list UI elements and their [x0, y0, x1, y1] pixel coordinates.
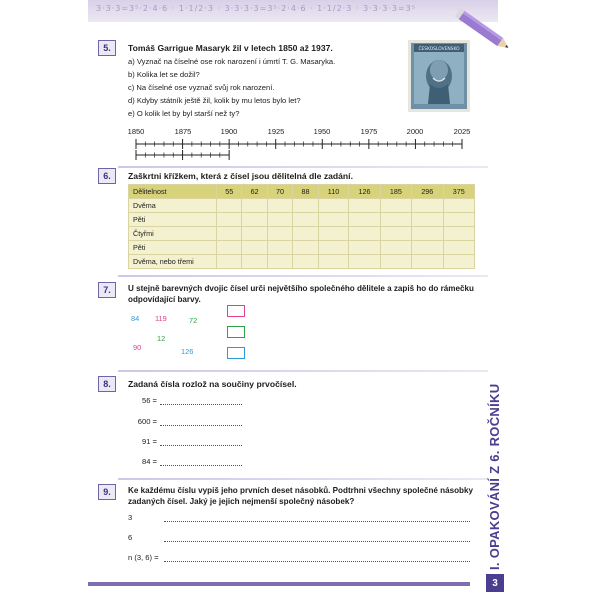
number-line-labels: [0, 127, 600, 137]
check-cell[interactable]: [380, 213, 411, 227]
factor-label: 600 =: [137, 417, 157, 426]
task-title: Tomáš Garrigue Masaryk žil v letech 1850 až 1937.: [128, 43, 333, 53]
check-cell[interactable]: [217, 227, 242, 241]
answer-line[interactable]: [160, 445, 242, 446]
table-column-header: 185: [380, 185, 411, 199]
number-line-label: 1900: [220, 127, 238, 136]
gcd-number: 119: [155, 314, 167, 323]
check-cell[interactable]: [267, 213, 292, 227]
task-8: [98, 376, 478, 392]
number-line-label: 1850: [127, 127, 145, 136]
task-number: 7.: [98, 282, 116, 298]
check-cell[interactable]: [412, 213, 443, 227]
check-cell[interactable]: [443, 227, 474, 241]
number-line-label: 1875: [174, 127, 192, 136]
answer-line[interactable]: [164, 541, 470, 542]
table-header-label: Dělitelnost: [129, 185, 217, 199]
table-column-header: 110: [318, 185, 349, 199]
table-column-header: 296: [412, 185, 443, 199]
task-title: Zaškrtni křížkem, která z čísel jsou dělitelná dle zadání.: [128, 171, 353, 181]
answer-box-pink[interactable]: [227, 305, 245, 317]
row-label: Čtyřmi: [129, 227, 217, 241]
check-cell[interactable]: [318, 255, 349, 269]
table-column-header: 88: [293, 185, 318, 199]
table-header-row: [129, 185, 475, 199]
check-cell[interactable]: [293, 199, 318, 213]
task-line: c) Na číselné ose vyznač svůj rok narození.: [128, 83, 275, 92]
multiple-label: n (3, 6) =: [128, 553, 159, 562]
check-cell[interactable]: [242, 199, 267, 213]
row-label: Pěti: [129, 241, 217, 255]
check-cell[interactable]: [443, 255, 474, 269]
page-number: 3: [486, 574, 504, 592]
answer-box-blue[interactable]: [227, 347, 245, 359]
answer-line[interactable]: [164, 561, 470, 562]
divisibility-table: [128, 184, 475, 269]
check-cell[interactable]: [380, 227, 411, 241]
factor-label: 91 =: [142, 437, 157, 446]
number-line: [0, 138, 600, 162]
task-7: [98, 282, 478, 308]
check-cell[interactable]: [242, 213, 267, 227]
section-divider: [118, 370, 488, 372]
check-cell[interactable]: [443, 213, 474, 227]
check-cell[interactable]: [293, 255, 318, 269]
task-6: [98, 168, 478, 184]
factor-label: 84 =: [142, 457, 157, 466]
factor-label: 56 =: [142, 396, 157, 405]
table-column-header: 375: [443, 185, 474, 199]
check-cell[interactable]: [293, 227, 318, 241]
table-column-header: 70: [267, 185, 292, 199]
check-cell[interactable]: [380, 255, 411, 269]
answer-line[interactable]: [160, 404, 242, 405]
number-line-label: 1975: [360, 127, 378, 136]
task-line: e) O kolik let by byl starší než ty?: [128, 109, 240, 118]
task-title: Zadaná čísla rozlož na součiny prvočísel.: [128, 379, 297, 389]
table-row: [129, 241, 475, 255]
task-title: U stejně barevných dvojic čísel urči největšího společného dělitele a zapiš ho do rámečku: [128, 284, 474, 293]
check-cell[interactable]: [267, 227, 292, 241]
gcd-number: 90: [133, 343, 142, 352]
task-line: a) Vyznač na číselné ose rok narození i úmrtí T. G. Masaryka.: [128, 57, 336, 66]
check-cell[interactable]: [318, 241, 349, 255]
task-number: 8.: [98, 376, 116, 392]
check-cell[interactable]: [349, 241, 380, 255]
table-column-header: 62: [242, 185, 267, 199]
check-cell[interactable]: [318, 227, 349, 241]
table-column-header: 55: [217, 185, 242, 199]
check-cell[interactable]: [318, 199, 349, 213]
answer-box-green[interactable]: [227, 326, 245, 338]
task-title: zadaných čísel. Jaký je jejich nejmenší společný násobek?: [128, 497, 355, 506]
task-line: d) Kdyby státník ještě žil, kolik by mu letos bylo let?: [128, 96, 301, 105]
check-cell[interactable]: [242, 255, 267, 269]
section-divider: [118, 478, 488, 480]
gcd-number: 12: [157, 334, 166, 343]
check-cell[interactable]: [267, 255, 292, 269]
check-cell[interactable]: [217, 213, 242, 227]
multiple-label: 6: [128, 533, 133, 542]
check-cell[interactable]: [412, 241, 443, 255]
answer-line[interactable]: [160, 425, 242, 426]
header-scribble: 3·3·3=3⁵·2·4·6 · 1·1/2·3 · 3·3·3·3=3⁵·2·4·6 · 1·1/2·3 · 3·3·3·3=3⁵: [96, 4, 416, 13]
check-cell[interactable]: [380, 199, 411, 213]
check-cell[interactable]: [293, 213, 318, 227]
task-number: 6.: [98, 168, 116, 184]
top-decorative-band: [88, 0, 498, 22]
check-cell[interactable]: [412, 255, 443, 269]
check-cell[interactable]: [412, 227, 443, 241]
section-divider: [118, 275, 488, 277]
number-line-label: 1950: [313, 127, 331, 136]
row-label: Dvěma: [129, 199, 217, 213]
task-number: 5.: [98, 40, 116, 56]
number-line-label: 1925: [267, 127, 285, 136]
check-cell[interactable]: [349, 199, 380, 213]
check-cell[interactable]: [380, 241, 411, 255]
check-cell[interactable]: [217, 199, 242, 213]
task-title: odpovídající barvy.: [128, 295, 201, 304]
check-cell[interactable]: [443, 241, 474, 255]
check-cell[interactable]: [267, 199, 292, 213]
check-cell[interactable]: [267, 241, 292, 255]
check-cell[interactable]: [349, 227, 380, 241]
task-line: b) Kolika let se dožil?: [128, 70, 200, 79]
footer-rule: [88, 582, 470, 586]
check-cell[interactable]: [242, 227, 267, 241]
table-row: [129, 199, 475, 213]
gcd-number: 126: [181, 347, 194, 356]
multiple-label: 3: [128, 513, 133, 522]
check-cell[interactable]: [349, 255, 380, 269]
task-number: 9.: [98, 484, 116, 500]
number-line-label: 2025: [453, 127, 471, 136]
masaryk-stamp-image: [408, 40, 470, 112]
table-column-header: 126: [349, 185, 380, 199]
check-cell[interactable]: [443, 199, 474, 213]
row-label: Pěti: [129, 213, 217, 227]
gcd-number: 84: [131, 314, 140, 323]
gcd-number: 72: [189, 316, 198, 325]
row-label: Dvěma, nebo třemi: [129, 255, 217, 269]
check-cell[interactable]: [242, 241, 267, 255]
task-title: Ke každému číslu vypiš jeho prvních deset násobků. Podtrhni všechny společné násobky: [128, 486, 473, 495]
check-cell[interactable]: [349, 213, 380, 227]
check-cell[interactable]: [217, 255, 242, 269]
check-cell[interactable]: [412, 199, 443, 213]
chapter-title: I. OPAKOVÁNÍ Z 6. ROČNÍKU: [486, 383, 502, 570]
check-cell[interactable]: [293, 241, 318, 255]
check-cell[interactable]: [318, 213, 349, 227]
answer-line[interactable]: [160, 465, 242, 466]
table-row: [129, 255, 475, 269]
check-cell[interactable]: [217, 241, 242, 255]
table-row: [129, 227, 475, 241]
table-row: [129, 213, 475, 227]
answer-line[interactable]: [164, 521, 470, 522]
number-line-label: 2000: [406, 127, 424, 136]
stamp-caption: ČESKOSLOVENSKO: [418, 47, 460, 52]
chapter-sidebar: [478, 383, 508, 570]
task-9: [98, 484, 478, 510]
